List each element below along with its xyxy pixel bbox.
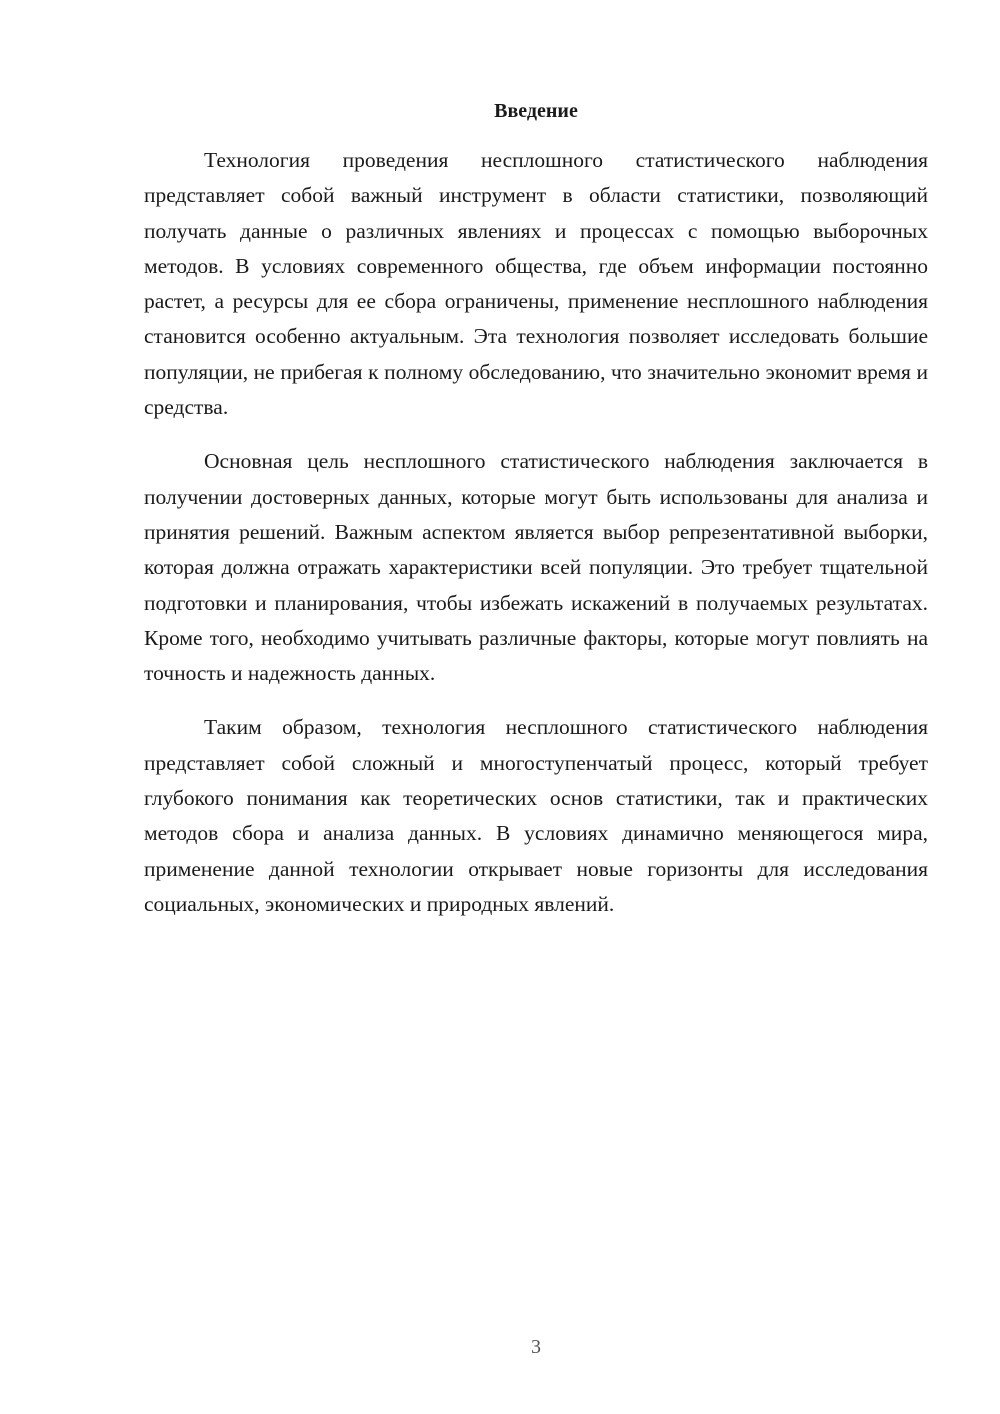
paragraph-3: Таким образом, технология несплошного статистического наблюдения представляет собой сложный и многоступенчатый процесс, который требует глубокого понимания как теоретических основ статистики, так и практических методов сбора и анализа данных. В условиях динамично меняющегося мира, применение данной технологии открывает новые горизонты для исследования социальных, экономических и природных явлений. (144, 715, 928, 916)
paragraph-1: Технология проведения несплошного статистического наблюдения представляет собой важный инструмент в области статистики, позволяющий получать данные о различных явлениях и процессах с помощью выборочных методов. В условиях современного общества, где объем информации постоянно растет, а ресурсы для ее сбора ограничены, применение несплошного наблюдения становится особенно актуальным. Эта технология позволяет исследовать большие популяции, не прибегая к полному обследованию, что значительно экономит время и средства. (144, 148, 928, 420)
body-text (144, 143, 928, 941)
paragraph-2: Основная цель несплошного статистического наблюдения заключается в получении достоверных данных, которые могут быть использованы для анализа и принятия решений. Важным аспектом является выбор репрезентативной выборки, которая должна отражать характеристики всей популяции. Это требует тщательной подготовки и планирования, чтобы избежать искажений в получаемых результатах. Кроме того, необходимо учитывать различные факторы, которые могут повлиять на точность и надежность данных. (144, 449, 928, 686)
page-number: 3 (531, 1336, 541, 1358)
section-heading: Введение (494, 100, 578, 122)
